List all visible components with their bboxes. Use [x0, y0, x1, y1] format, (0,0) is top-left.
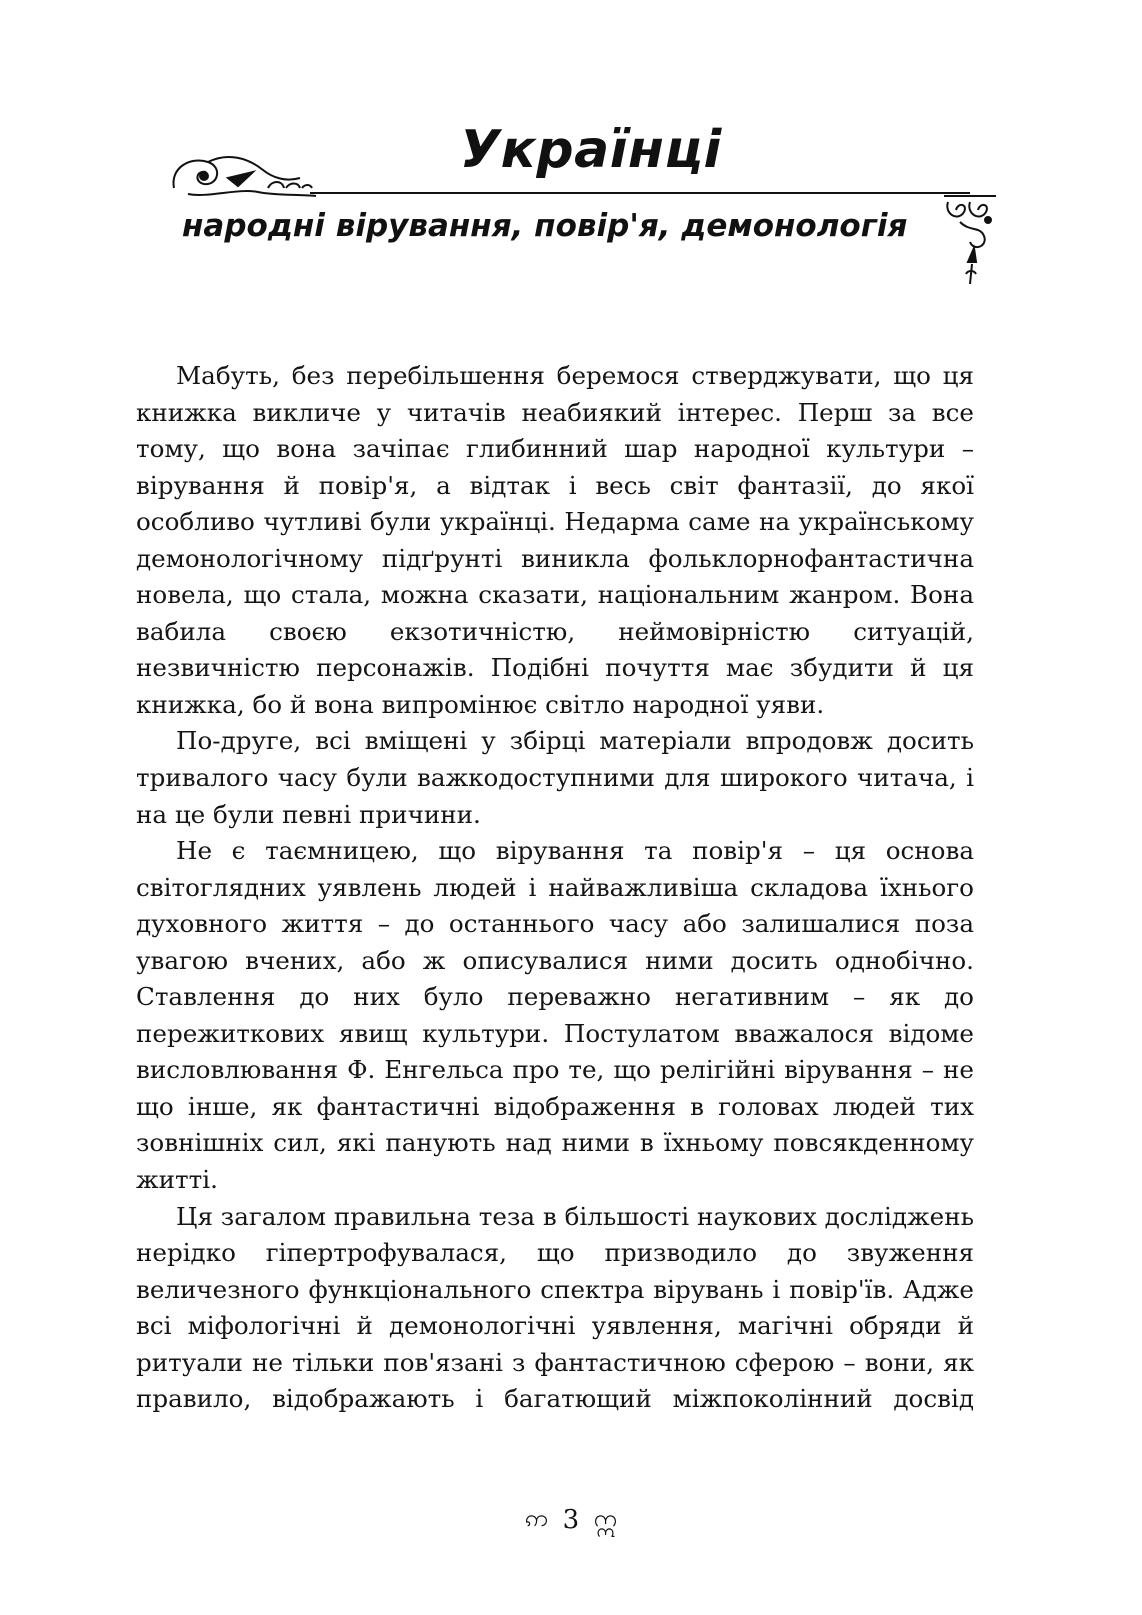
- title-divider: [310, 192, 970, 194]
- body-text: [136, 358, 974, 1418]
- chapter-subtitle: народні вірування, повір'я, демонологія: [182, 208, 908, 244]
- paragraph: По-друге, всі вміщені у збірці матеріали впродовж досить тривалого часу були важкодоступними для широкого читача, і на це були певні причини.: [136, 726, 974, 829]
- paragraph: Ця загалом правильна теза в більшості наукових досліджень нерідко гіпертрофувалася, що призводило до звуження величезного функціонального спектра вірувань і повір'їв. Адже всі міфологічні й демонологічні уявлення, магічні обряди й ритуали не тільки пов'язані з фантастичною сферою – вони, як правило, відображають і багатющий міжпоколінний досвід: [136, 1201, 974, 1414]
- paragraph: Мабуть, без перебільшення беремося стверджувати, що ця книжка викличе у читачів неабиякий інтерес. Перш за все тому, що вона зачіпає глибинний шар народної культури – вірування й повір'я, а відтак і весь світ фантазії, до якої особливо чутливі були українці. Недарма саме на українському демонологічному підґрунті виникла фольклорнофантастична новела, що стала, можна сказати, національним жанром. Вона вабила своєю екзотичністю, неймовірністю ситуацій, незвичністю персонажів. Подібні почуття має збудити й ця книжка, бо й вона випромінює світло народної уяви.: [136, 361, 974, 719]
- decorative-scroll-icon: [168, 148, 318, 200]
- footer-ornament-right-icon: ဣ: [593, 1504, 618, 1532]
- chapter-title: Українці: [460, 120, 722, 180]
- chapter-header: [160, 120, 1010, 290]
- page-number: 3: [562, 1505, 580, 1535]
- decorative-corner-icon: [940, 192, 1000, 287]
- paragraph: Не є таємницею, що вірування та повір'я – ця основа світоглядних уявлень людей і найважливіша складова їхнього духовного життя – до останнього часу або залишалися поза увагою вчених, або ж описувалися ними досить однобічно. Ставлення до них було переважно негативним – як до пережиткових явищ культури. Постулатом вважалося відоме висловлювання Ф. Енгельса про те, що релігійні вірування – не що інше, як фантастичні відображення в головах людей тих зовнішніх сил, які панують над ними в їхньому повсякденному житті.: [136, 836, 974, 1195]
- page-footer: [0, 1502, 1142, 1538]
- footer-ornament-left-icon: ဢ: [524, 1504, 549, 1532]
